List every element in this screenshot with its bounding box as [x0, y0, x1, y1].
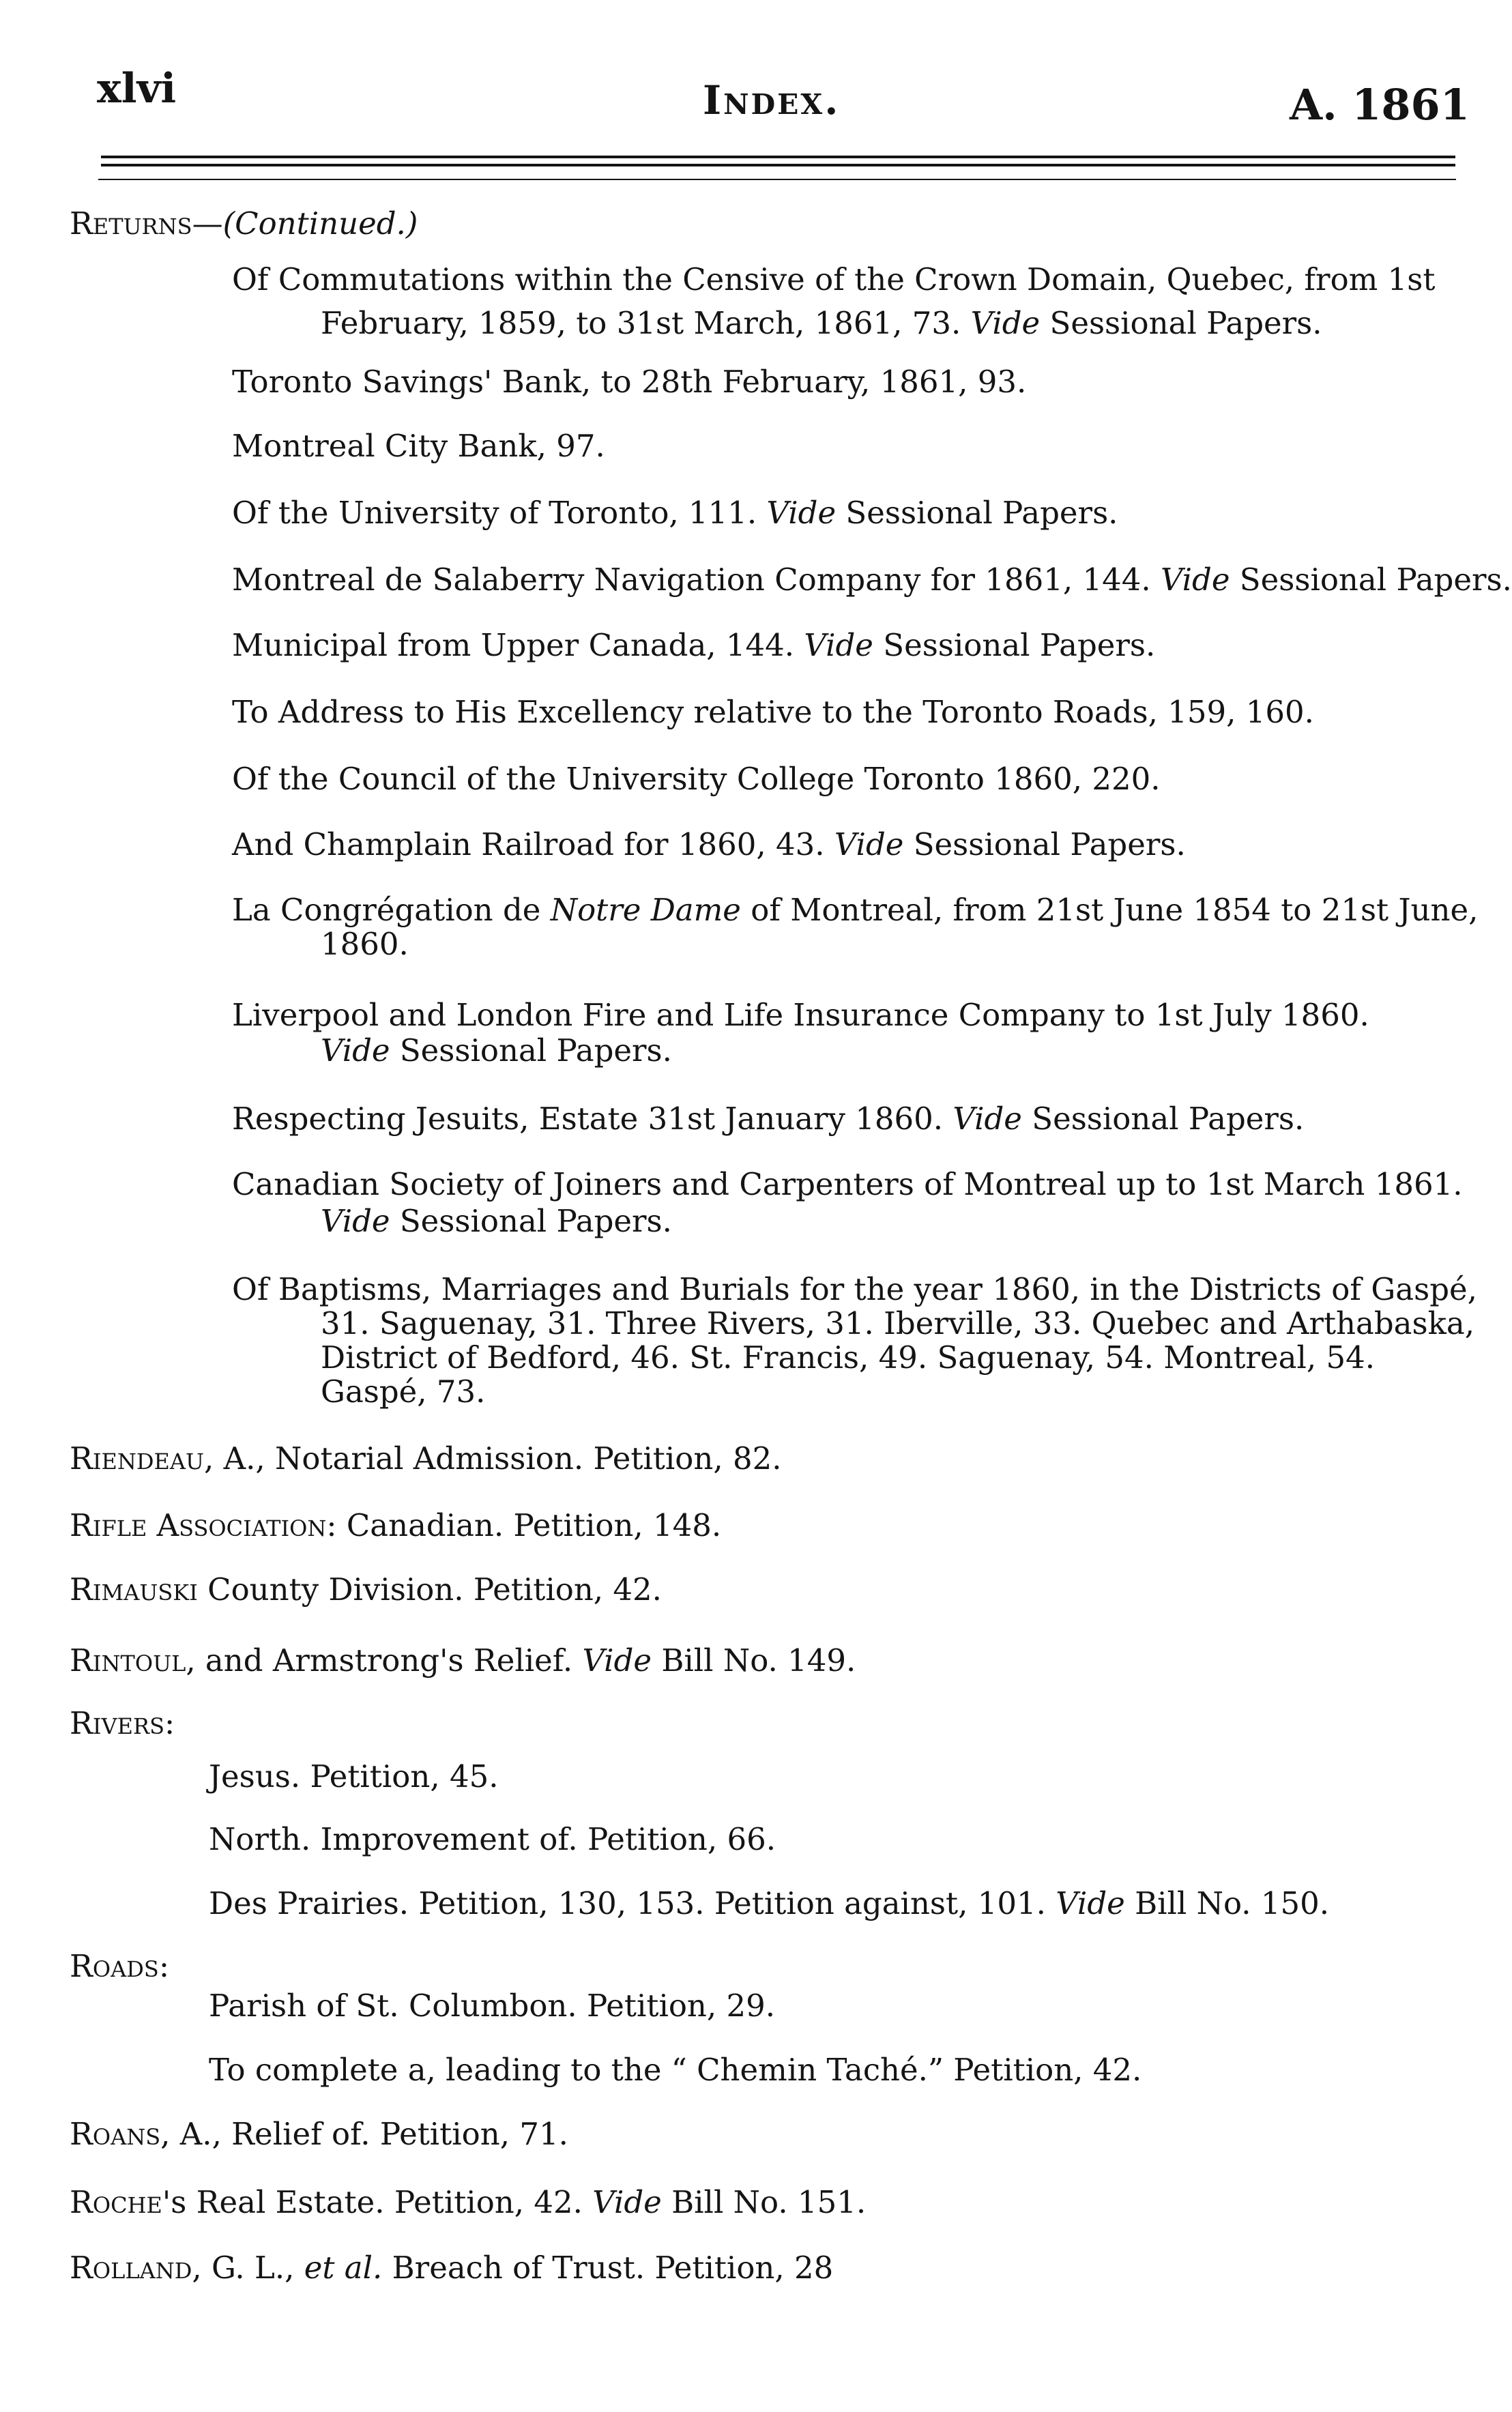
entry-head: Roads	[70, 1948, 159, 1984]
header-rule-thick-2	[101, 164, 1455, 166]
page-header	[0, 65, 1476, 133]
vide-ref: Vide	[1160, 562, 1230, 598]
item-text: Jesus. Petition, 45.	[209, 1758, 499, 1795]
item-text: Sessional Papers.	[390, 1203, 672, 1239]
returns-item	[232, 497, 1118, 529]
item-text: Montreal City Bank, 97.	[232, 428, 605, 464]
header-rule-thin	[98, 179, 1456, 180]
returns-item	[232, 1103, 1304, 1135]
entry-head: Rivers	[70, 1705, 165, 1741]
returns-item	[232, 828, 1186, 861]
entry-text: Breach of Trust. Petition, 28	[392, 2250, 834, 2286]
entry-head: Rintoul	[70, 1642, 186, 1679]
item-text: District of Bedford, 46. St. Francis, 49. Saguenay, 54. Montreal, 54.	[321, 1339, 1376, 1376]
entry-text: , and Armstrong's Relief.	[186, 1642, 583, 1679]
returns-item	[232, 564, 1512, 596]
returns-item	[232, 629, 1155, 662]
returns-item	[232, 763, 1161, 796]
entry-text: County Division. Petition, 42.	[197, 1571, 662, 1608]
entry-rifle-association	[70, 1509, 721, 1542]
page-number: xlvi	[97, 65, 177, 113]
entry-rivers	[70, 1707, 175, 1740]
item-text: Sessional Papers.	[903, 826, 1186, 862]
item-text: Liverpool and London Fire and Life Insurance Company to 1st July 1860.	[232, 997, 1369, 1033]
entry-rimauski	[70, 1573, 662, 1606]
vide-ref: Vide	[953, 1101, 1022, 1137]
vide-ref: Vide	[321, 1203, 390, 1239]
returns-item	[232, 1168, 1463, 1201]
item-text: To complete a, leading to the “ Chemin Taché.” Petition, 42.	[209, 2052, 1142, 2088]
entry-roads	[70, 1950, 169, 1983]
item-text: of Montreal, from 21st June 1854 to 21st June,	[740, 892, 1479, 928]
roads-item	[209, 1990, 775, 2022]
item-text: Of Baptisms, Marriages and Burials for the year 1860, in the Districts of Gaspé,	[232, 1271, 1477, 1307]
returns-item-cont	[321, 1205, 672, 1238]
entry-text: , A., Relief of. Petition, 71.	[160, 2116, 568, 2152]
item-text: Sessional Papers.	[1040, 305, 1322, 341]
rivers-item	[209, 1887, 1329, 1920]
returns-item-cont	[321, 307, 1322, 340]
vide-ref: Vide	[970, 305, 1041, 341]
item-text: Of Commutations within the Censive of the Crown Domain, Quebec, from 1st	[232, 261, 1436, 297]
vide-ref: Vide	[592, 2184, 662, 2220]
entry-colon: :	[164, 1705, 175, 1741]
entry-head: Roans	[70, 2116, 161, 2152]
returns-item	[232, 263, 1435, 296]
item-text: Sessional Papers.	[836, 495, 1118, 531]
vide-ref: Vide	[321, 1032, 390, 1069]
entry-colon: :	[158, 1948, 169, 1984]
entry-rolland	[70, 2252, 833, 2284]
entry-text: , A., Notarial Admission. Petition, 82.	[203, 1440, 782, 1477]
returns-item	[232, 999, 1369, 1032]
vide-ref: Vide	[804, 627, 873, 663]
returns-item	[232, 430, 605, 463]
item-text: To Address to His Excellency relative to the Toronto Roads, 159, 160.	[232, 694, 1314, 730]
item-text: Sessional Papers.	[390, 1032, 672, 1069]
item-text: Sessional Papers.	[1021, 1101, 1305, 1137]
item-text: Of the Council of the University College Toronto 1860, 220.	[232, 761, 1161, 797]
roads-item	[209, 2054, 1142, 2087]
session-year: A. 1861	[1290, 80, 1470, 130]
italic-text: Notre Dame	[550, 892, 741, 928]
item-text: Municipal from Upper Canada, 144.	[232, 627, 804, 663]
entry-head: Roche	[70, 2184, 162, 2220]
returns-item	[232, 894, 1478, 927]
item-text: Canadian Society of Joiners and Carpenters of Montreal up to 1st March 1861.	[232, 1166, 1463, 1202]
item-text: Sessional Papers.	[1230, 562, 1512, 598]
returns-item-cont	[321, 1341, 1375, 1374]
rivers-item	[209, 1760, 499, 1793]
item-text: Des Prairies. Petition, 130, 153. Petition against, 101.	[209, 1885, 1056, 1921]
item-text: Respecting Jesuits, Estate 31st January 1860.	[232, 1101, 953, 1137]
header-rule-thick	[101, 156, 1455, 158]
continued-note: (Continued.)	[222, 205, 418, 242]
item-text: Parish of St. Columbon. Petition, 29.	[209, 1988, 776, 2024]
entry-roche	[70, 2186, 866, 2219]
returns-item-cont	[321, 1034, 672, 1067]
returns-item	[232, 1273, 1477, 1306]
vide-ref: Vide	[766, 495, 837, 531]
returns-item-cont	[321, 1307, 1474, 1340]
item-text: La Congrégation de	[232, 892, 551, 928]
entry-text: Bill No. 149.	[652, 1642, 856, 1679]
entry-head: Rolland	[70, 2250, 192, 2286]
entry-rintoul	[70, 1644, 856, 1677]
entry-head: Rimauski	[70, 1571, 198, 1608]
item-text: 31. Saguenay, 31. Three Rivers, 31. Iberville, 33. Quebec and Arthabaska,	[321, 1305, 1474, 1341]
italic-text: et al.	[304, 2250, 383, 2286]
entry-head: Returns—	[70, 205, 223, 242]
rivers-item	[209, 1823, 776, 1856]
item-text: Of the University of Toronto, 111.	[232, 495, 767, 531]
item-text: And Champlain Railroad for 1860, 43.	[232, 826, 834, 862]
entry-text: , G. L.,	[192, 2250, 304, 2286]
returns-item	[232, 366, 1026, 398]
returns-item-cont	[321, 928, 409, 961]
returns-item-cont	[321, 1376, 485, 1408]
item-text: Toronto Savings' Bank, to 28th February, 1861, 93.	[232, 364, 1027, 400]
item-text: Bill No. 150.	[1124, 1885, 1330, 1921]
item-text: Gaspé, 73.	[321, 1374, 486, 1410]
vide-ref: Vide	[582, 1642, 652, 1679]
item-text: North. Improvement of. Petition, 66.	[209, 1821, 776, 1857]
entry-riendeau	[70, 1442, 782, 1475]
entry-text: : Canadian. Petition, 148.	[326, 1507, 722, 1543]
item-text: Montreal de Salaberry Navigation Company for 1861, 144.	[232, 562, 1161, 598]
entry-head: Riendeau	[70, 1440, 204, 1477]
entry-text: Bill No. 151.	[661, 2184, 867, 2220]
entry-heading-returns	[70, 207, 418, 240]
item-text: 1860.	[321, 926, 409, 962]
item-text: February, 1859, to 31st March, 1861, 73.	[321, 305, 971, 341]
item-text: Sessional Papers.	[873, 627, 1156, 663]
vide-ref: Vide	[1056, 1885, 1125, 1921]
entry-head: Rifle Association	[70, 1507, 327, 1543]
entry-roans	[70, 2118, 568, 2151]
returns-item	[232, 696, 1314, 729]
entry-text: 's Real Estate. Petition, 42.	[162, 2184, 593, 2220]
vide-ref: Vide	[834, 826, 904, 862]
running-title: Index.	[703, 77, 841, 123]
